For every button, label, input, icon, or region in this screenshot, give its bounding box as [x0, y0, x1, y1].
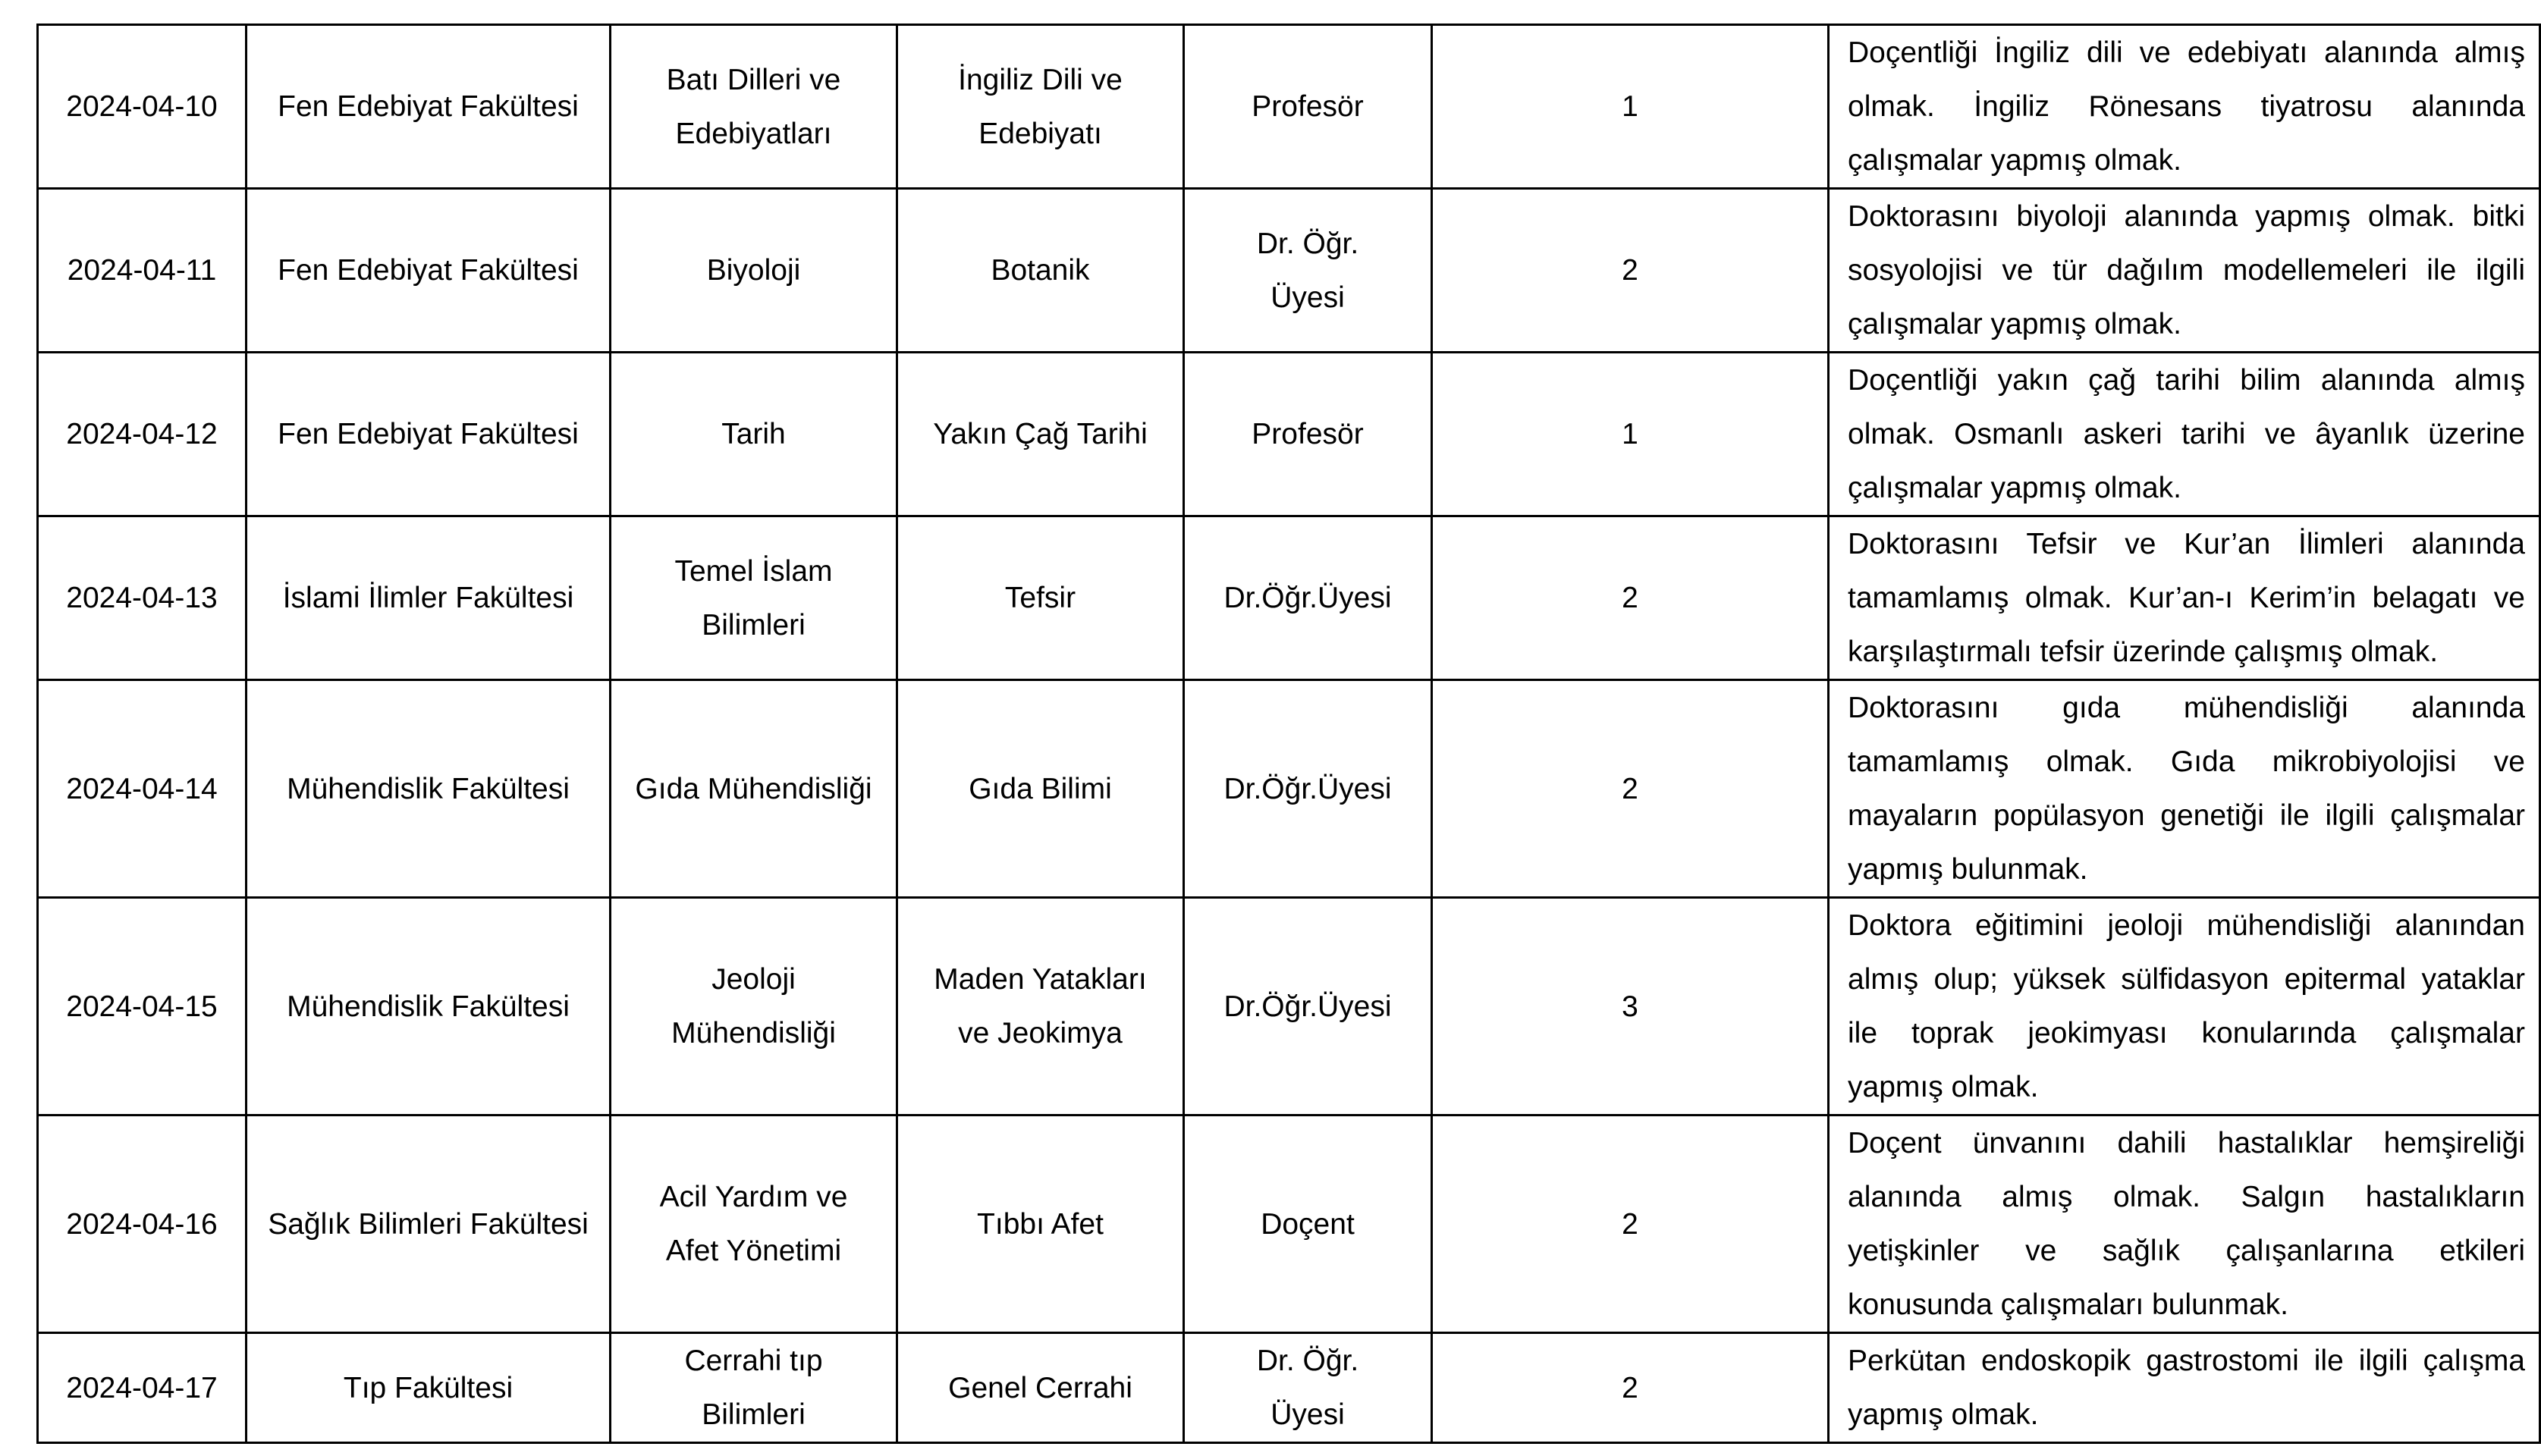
field-cell	[897, 898, 1184, 1116]
field-cell-line: ve Jeokimya	[958, 1017, 1123, 1050]
requirement-cell: Doçent ünvanını dahili hastalıklar hemşireliği alanında almış olmak. Salgın hastalıkların yetişkinler ve sağlık çalışanlarına etkileri konusunda çalışmaları bulunmak.	[1829, 1116, 2540, 1333]
field-cell	[897, 189, 1184, 353]
field-cell	[897, 1333, 1184, 1443]
department-cell-line: Acil Yardım ve	[659, 1181, 848, 1213]
title-cell-line: Dr.Öğr.Üyesi	[1223, 772, 1392, 805]
department-cell-line: Mühendisliği	[671, 1017, 836, 1050]
table-row	[38, 898, 2540, 1116]
title-cell-line: Üyesi	[1270, 1398, 1345, 1431]
table-body	[38, 25, 2540, 1443]
field-cell	[897, 25, 1184, 189]
table-row	[38, 680, 2540, 898]
count-cell: 2	[1432, 516, 1829, 680]
title-cell	[1184, 353, 1432, 516]
department-cell	[611, 189, 897, 353]
title-cell-line: Dr. Öğr.	[1256, 1345, 1359, 1377]
date-cell: 2024-04-12	[38, 353, 247, 516]
department-cell-line: Gıda Mühendisliği	[635, 772, 872, 805]
field-cell	[897, 1116, 1184, 1333]
department-cell-line: Temel İslam	[674, 554, 833, 588]
department-cell	[611, 25, 897, 189]
title-cell	[1184, 1333, 1432, 1443]
date-cell: 2024-04-10	[38, 25, 247, 189]
field-cell-line: Botanik	[991, 254, 1090, 287]
title-cell-line: Dr.Öğr.Üyesi	[1223, 990, 1392, 1023]
table-row	[38, 353, 2540, 516]
table-row	[38, 516, 2540, 680]
field-cell-line: Yakın Çağ Tarihi	[933, 418, 1148, 450]
title-cell-line: Dr. Öğr.	[1256, 227, 1359, 260]
faculty-cell: Tıp Fakültesi	[247, 1333, 611, 1443]
department-cell-line: Afet Yönetimi	[665, 1235, 842, 1267]
table-row	[38, 25, 2540, 189]
requirement-cell: Doktora eğitimini jeoloji mühendisliği alanından almış olup; yüksek sülfidasyon epitermal yataklar ile toprak jeokimyası konularında çalışmalar yapmış olmak.	[1829, 898, 2540, 1116]
date-cell: 2024-04-13	[38, 516, 247, 680]
department-cell-line: Batı Dilleri ve	[666, 63, 841, 96]
field-cell-line: Gıda Bilimi	[969, 772, 1112, 805]
field-cell-line: Genel Cerrahi	[948, 1371, 1132, 1404]
field-cell-line: Edebiyatı	[978, 117, 1102, 150]
requirement-cell: Doktorasını biyoloji alanında yapmış olmak. bitki sosyolojisi ve tür dağılım modellemeleri ile ilgili çalışmalar yapmış olmak.	[1829, 189, 2540, 353]
table-row	[38, 1333, 2540, 1443]
title-cell-line: Profesör	[1252, 90, 1364, 123]
count-cell: 2	[1432, 1116, 1829, 1333]
title-cell	[1184, 1116, 1432, 1333]
department-cell-line: Edebiyatları	[675, 117, 832, 150]
faculty-cell: Mühendislik Fakültesi	[247, 680, 611, 898]
field-cell	[897, 516, 1184, 680]
requirement-cell: Doktorasını Tefsir ve Kur’an İlimleri alanında tamamlamış olmak. Kur’an-ı Kerim’in belagatı ve karşılaştırmalı tefsir üzerinde çalışmış olmak.	[1829, 516, 2540, 680]
department-cell-line: Bilimleri	[702, 1398, 806, 1431]
positions-table	[36, 24, 2541, 1444]
department-cell	[611, 680, 897, 898]
title-cell-line: Dr.Öğr.Üyesi	[1223, 582, 1392, 614]
department-cell-line: Bilimleri	[702, 608, 806, 642]
faculty-cell: Fen Edebiyat Fakültesi	[247, 353, 611, 516]
count-cell: 1	[1432, 353, 1829, 516]
title-cell-line: Üyesi	[1270, 281, 1345, 314]
field-cell-line: İngiliz Dili ve	[958, 63, 1123, 96]
title-cell	[1184, 516, 1432, 680]
field-cell-line: Maden Yatakları	[934, 963, 1147, 996]
field-cell-line: Tefsir	[1004, 582, 1076, 614]
department-cell-line: Biyoloji	[706, 254, 801, 287]
title-cell	[1184, 189, 1432, 353]
department-cell-line: Cerrahi tıp	[684, 1345, 823, 1377]
faculty-cell: Fen Edebiyat Fakültesi	[247, 189, 611, 353]
department-cell-line: Tarih	[721, 418, 786, 450]
requirement-cell: Perkütan endoskopik gastrostomi ile ilgili çalışma yapmış olmak.	[1829, 1333, 2540, 1443]
requirement-cell: Doktorasını gıda mühendisliği alanında tamamlamış olmak. Gıda mikrobiyolojisi ve mayaların popülasyon genetiği ile ilgili çalışmalar yapmış bulunmak.	[1829, 680, 2540, 898]
requirement-cell: Doçentliği İngiliz dili ve edebiyatı alanında almış olmak. İngiliz Rönesans tiyatrosu alanında çalışmalar yapmış olmak.	[1829, 25, 2540, 189]
requirement-cell: Doçentliği yakın çağ tarihi bilim alanında almış olmak. Osmanlı askeri tarihi ve âyanlık üzerine çalışmalar yapmış olmak.	[1829, 353, 2540, 516]
table-row	[38, 1116, 2540, 1333]
date-cell: 2024-04-14	[38, 680, 247, 898]
table-row	[38, 189, 2540, 353]
title-cell	[1184, 680, 1432, 898]
department-cell	[611, 353, 897, 516]
department-cell	[611, 516, 897, 680]
date-cell: 2024-04-11	[38, 189, 247, 353]
department-cell-line: Jeoloji	[711, 963, 796, 996]
department-cell	[611, 1333, 897, 1443]
count-cell: 2	[1432, 189, 1829, 353]
count-cell: 2	[1432, 680, 1829, 898]
count-cell: 2	[1432, 1333, 1829, 1443]
title-cell-line: Doçent	[1261, 1207, 1355, 1241]
faculty-cell: Sağlık Bilimleri Fakültesi	[247, 1116, 611, 1333]
faculty-cell: İslami İlimler Fakültesi	[247, 516, 611, 680]
count-cell: 3	[1432, 898, 1829, 1116]
title-cell	[1184, 25, 1432, 189]
department-cell	[611, 1116, 897, 1333]
date-cell: 2024-04-15	[38, 898, 247, 1116]
date-cell: 2024-04-16	[38, 1116, 247, 1333]
title-cell	[1184, 898, 1432, 1116]
faculty-cell: Mühendislik Fakültesi	[247, 898, 611, 1116]
field-cell-line: Tıbbı Afet	[977, 1207, 1104, 1241]
count-cell: 1	[1432, 25, 1829, 189]
faculty-cell: Fen Edebiyat Fakültesi	[247, 25, 611, 189]
department-cell	[611, 898, 897, 1116]
title-cell-line: Profesör	[1252, 418, 1364, 450]
date-cell: 2024-04-17	[38, 1333, 247, 1443]
field-cell	[897, 353, 1184, 516]
field-cell	[897, 680, 1184, 898]
